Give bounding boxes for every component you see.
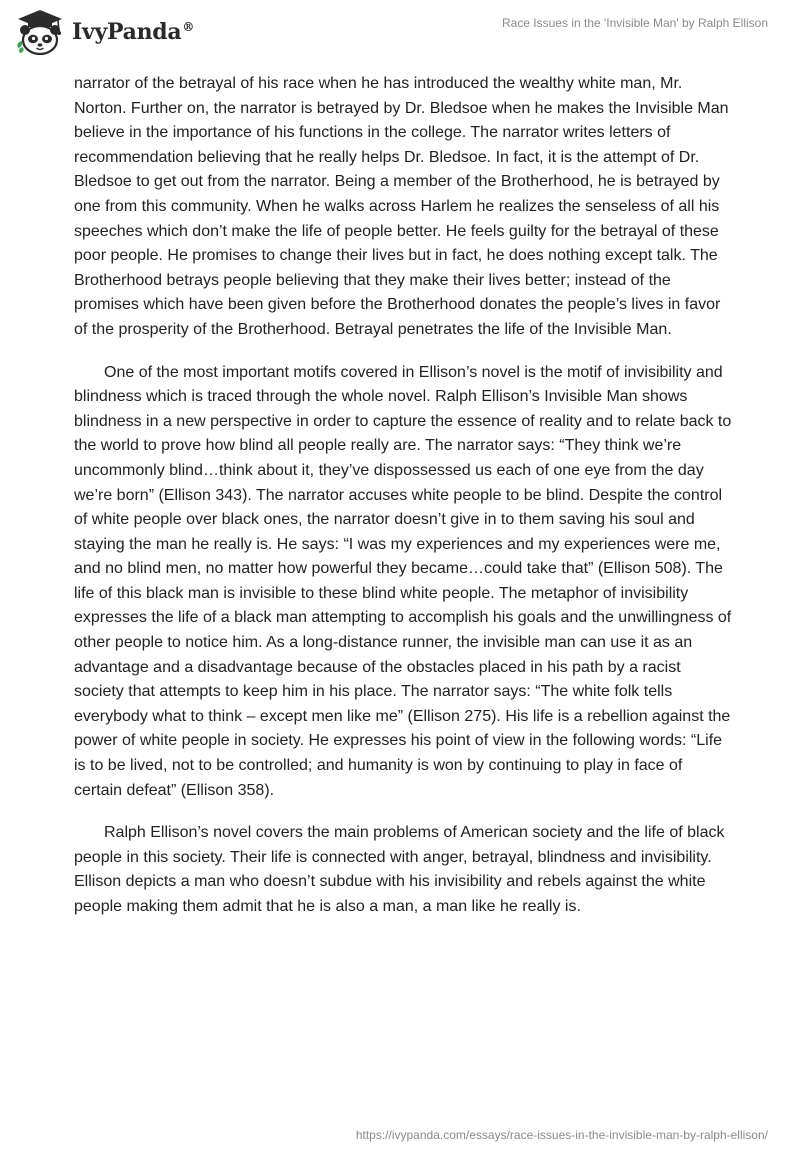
registered-mark: ®	[182, 19, 195, 34]
essay-body	[74, 72, 734, 938]
paragraph: narrator of the betrayal of his race when he has introduced the wealthy white man, Mr. Norton. Further on, the narrator is betrayed by Dr. Bledsoe when he makes the Invisible Man believe in the importance of his functions in the college. The narrator writes letters of recommendation believing that he really helps Dr. Bledsoe. In fact, it is the attempt of Dr. Bledsoe to get out from the narrator. Being a member of the Brotherhood, he is betrayed by one from this community. When he walks across Harlem he realizes the senseless of all his speeches which don’t make the life of people better. He feels guilty for the betrayal of these poor people. He promises to change their lives but in fact, he does nothing except talk. The Brotherhood betrays people believing that they make their lives better; instead of the promises which have been given before the Brotherhood donates the people’s lives in favor of the prosperity of the Brotherhood. Betrayal penetrates the life of the Invisible Man.	[74, 75, 729, 338]
paragraph: One of the most important motifs covered in Ellison’s novel is the motif of invisibility and blindness which is traced through the whole novel. Ralph Ellison’s Invisible Man shows blindness in a new perspective in order to capture the essence of reality and to relate back to the world to prove how blind all people really are. The narrator says: “They think we’re uncommonly blind…think about it, they’ve dispossessed us each of one eye from the day we’re born” (Ellison 343). The narrator accuses white people to be blind. Despite the control of white people over black ones, the narrator doesn’t give in to them saving his soul and staying the man he really is. He says: “I was my experiences and my experiences were me, and no blind men, no matter how powerful they became…could take that” (Ellison 508). The life of this black man is invisible to these blind white people. The metaphor of invisibility expresses the life of a black man attempting to accomplish his goals and the unwillingness of other people to notice him. As a long-distance runner, the invisible man can use it as an advantage and a disadvantage because of the obstacles placed in his path by a racist society that attempts to keep him in his place. The narrator says: “The white folk tells everybody what to think – except men like me” (Ellison 275). His life is a rebellion against the power of white people in society. He expresses his point of view in the following words: “Life is to be lived, not to be controlled; and humanity is won by continuing to play in face of certain defeat” (Ellison 358).	[74, 363, 732, 799]
page-header	[0, 0, 800, 70]
document-title: Race Issues in the 'Invisible Man' by Ralph Ellison	[501, 16, 768, 30]
brand-name: IvyPanda®	[72, 19, 195, 45]
paragraph: Ralph Ellison’s novel covers the main problems of American society and the life of black people in this society. Their life is connected with anger, betrayal, blindness and invisibility. Ellison depicts a man who doesn’t subdue with his invisibility and rebels against the white people making them admit that he is also a man, a man like he really is.	[74, 824, 725, 915]
panda-icon	[14, 8, 66, 56]
brand-logo[interactable]	[14, 8, 194, 56]
source-url[interactable]: https://ivypanda.com/essays/race-issues-in-the-invisible-man-by-ralph-ellison/	[355, 1128, 768, 1142]
